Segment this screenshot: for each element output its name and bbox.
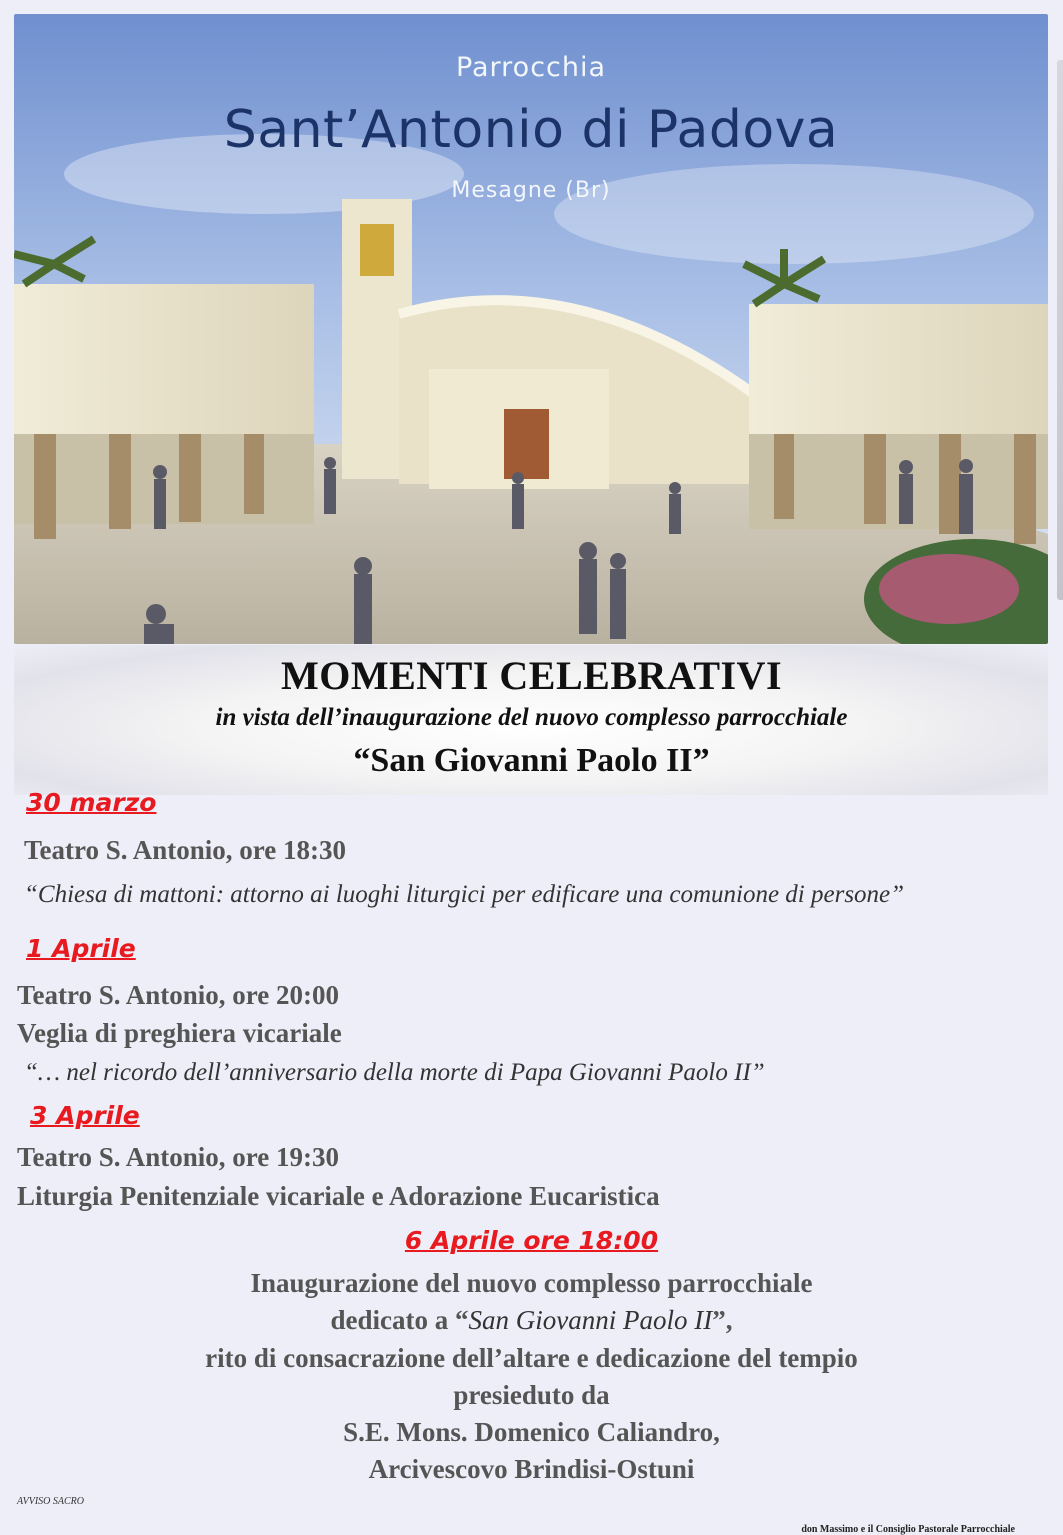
event-date-30-marzo: 30 marzo [26,788,157,817]
celebrant-name: S.E. Mons. Domenico Caliandro, [343,1417,720,1447]
page-title: MOMENTI CELEBRATIVI [280,653,783,698]
event-place: Teatro S. Antonio, ore 20:00 [17,980,340,1010]
event-title: Veglia di preghiera vicariale [17,1018,342,1048]
footer-notice: AVVISO SACRO [17,1496,84,1507]
main-event-date: 6 Aprile ore 18:00 [404,1226,659,1255]
event-note: “… nel ricordo dell’anniversario della morte di Papa Giovanni Paolo II” [24,1059,765,1086]
celebrant-title: Arcivescovo Brindisi-Ostuni [368,1454,695,1484]
main-event-line: rito di consacrazione dell’altare e dedicazione del tempio [205,1343,858,1373]
parish-label: Parrocchia [455,52,607,83]
town-label: Mesagne (Br) [451,178,611,203]
parish-name: Sant’Antonio di Padova [223,100,839,160]
main-event-line: presieduto da [453,1380,610,1410]
complex-name: “San Giovanni Paolo II” [353,742,710,779]
event-date-3-aprile: 3 Aprile [30,1101,140,1130]
event-date-1-aprile: 1 Aprile [26,934,136,963]
main-event-dedication: dedicato a “San Giovanni Paolo II”, [330,1305,733,1335]
event-note: “Chiesa di mattoni: attorno ai luoghi liturgici per edificare una comunione di persone” [24,881,905,908]
main-event-line: Inaugurazione del nuovo complesso parrocchiale [250,1268,813,1298]
scrollbar[interactable] [1057,60,1063,600]
event-place: Teatro S. Antonio, ore 18:30 [24,835,347,865]
church-rendering-image [14,14,1048,644]
page-subtitle: in vista dell’inaugurazione del nuovo complesso parrocchiale [215,704,848,731]
footer-signature: don Massimo e il Consiglio Pastorale Parrocchiale [801,1524,1015,1535]
event-title: Liturgia Penitenziale vicariale e Adorazione Eucaristica [17,1181,660,1211]
event-place: Teatro S. Antonio, ore 19:30 [17,1142,340,1172]
